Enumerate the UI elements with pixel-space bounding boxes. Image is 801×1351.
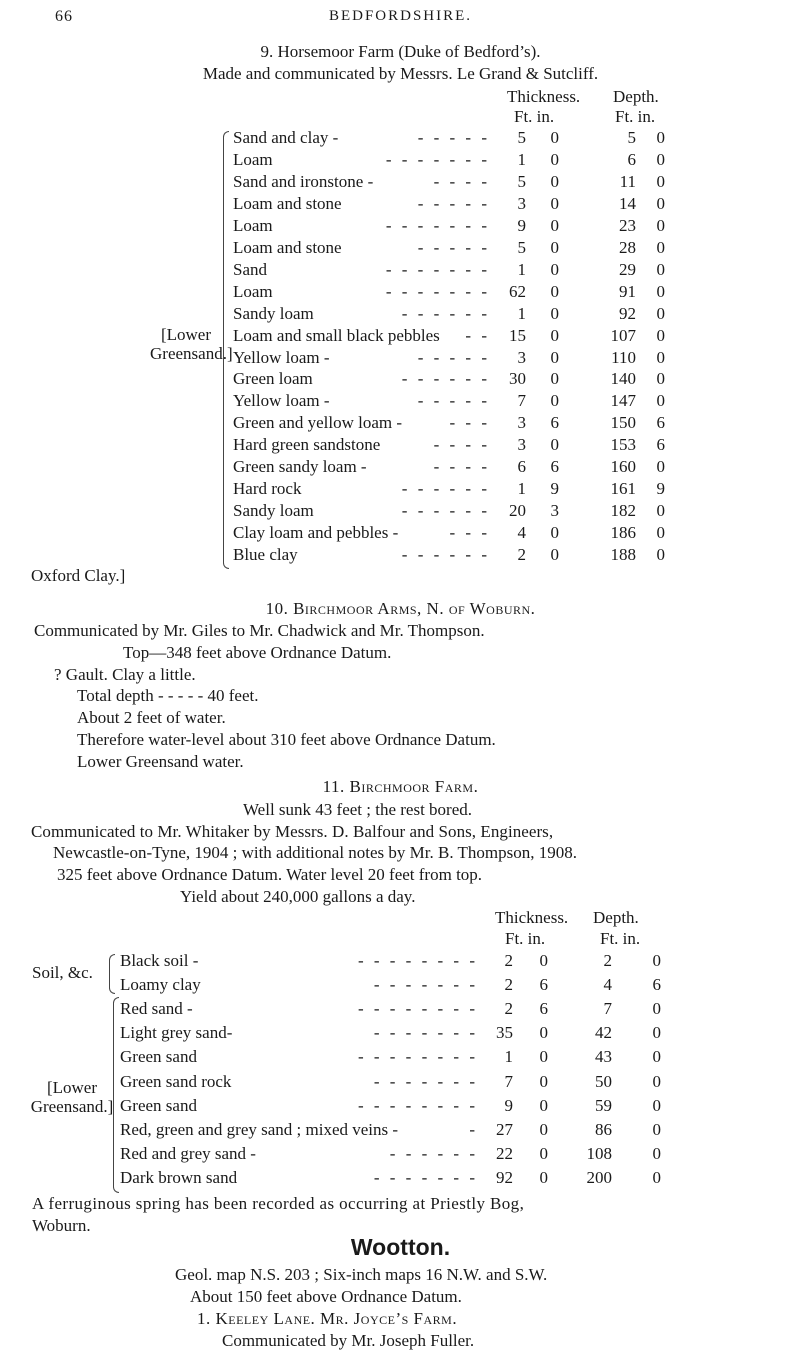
stratum-label: Sand and ironstone - — [233, 171, 374, 191]
leader-dots: - - - - - - - — [373, 1167, 478, 1187]
depth-in: 0 — [652, 1023, 661, 1043]
s11-row — [0, 1047, 801, 1067]
s10-line-4: Total depth - - - - - 40 feet. — [77, 686, 259, 705]
thickness-in: 0 — [539, 1167, 548, 1187]
depth-ft: 14 — [619, 193, 636, 213]
stratum-label: Red, green and grey sand ; mixed veins - — [120, 1119, 399, 1139]
thickness-in: 0 — [539, 951, 548, 970]
leader-dots: - - - - - — [417, 128, 490, 147]
depth-in: 0 — [652, 999, 661, 1019]
thickness-in: 0 — [550, 215, 559, 235]
thickness-ft: 27 — [496, 1119, 513, 1139]
leader-dots: - - - - — [433, 457, 490, 477]
leader-dots: - - - - - - — [401, 303, 490, 323]
depth-in: 0 — [652, 1071, 661, 1091]
thickness-ft: 2 — [504, 975, 513, 995]
thickness-ft: 62 — [509, 281, 526, 301]
depth-ft: 42 — [595, 1023, 612, 1043]
s11-note-line-2: Woburn. — [32, 1216, 91, 1235]
leader-dots: - - - - - - — [401, 545, 490, 565]
leader-dots: - - - - — [433, 171, 490, 191]
s11-row — [0, 1120, 801, 1140]
s9-thickness-units: Ft. in. — [514, 107, 555, 126]
leader-dots: - - - - - — [417, 237, 490, 257]
stratum-label: Dark brown sand — [120, 1167, 238, 1187]
thickness-ft: 30 — [509, 369, 526, 389]
s9-row — [0, 457, 801, 477]
depth-ft: 4 — [603, 975, 612, 995]
depth-in: 0 — [652, 1047, 661, 1067]
stratum-label: Light grey sand- — [120, 1023, 233, 1043]
s11-depth-header: Depth. — [593, 908, 639, 927]
thickness-ft: 2 — [504, 951, 513, 970]
leader-dots: - - - - - - — [389, 1143, 478, 1163]
s9-row — [0, 282, 801, 302]
depth-ft: 28 — [619, 237, 636, 257]
s9-row — [0, 348, 801, 368]
depth-in: 0 — [652, 1095, 661, 1115]
leader-dots: - - — [465, 325, 490, 345]
thickness-ft: 1 — [517, 149, 526, 169]
s9-row — [0, 413, 801, 433]
s11-thickness-header: Thickness. — [495, 908, 569, 927]
s11-intro-3: Newcastle-on-Tyne, 1904 ; with additional notes by Mr. B. Thompson, 1908. — [53, 843, 578, 862]
s11-row — [0, 975, 801, 995]
s11-row — [0, 951, 801, 971]
thickness-ft: 4 — [517, 523, 526, 543]
stratum-label: Loam — [233, 281, 273, 301]
depth-ft: 188 — [610, 545, 636, 565]
s9-row — [0, 523, 801, 543]
s11-depth-units: Ft. in. — [600, 929, 641, 948]
s11-row — [0, 1072, 801, 1092]
depth-in: 0 — [656, 171, 665, 191]
s11-intro-5: Yield about 240,000 gallons a day. — [180, 887, 416, 906]
s9-row — [0, 260, 801, 280]
s9-group-lower-greensand: [Lower Greensand.] — [150, 325, 233, 363]
stratum-label: Hard green sandstone — [233, 435, 381, 455]
depth-ft: 91 — [619, 281, 636, 301]
leader-dots: - - - - - - - — [373, 975, 478, 995]
s9-row — [0, 216, 801, 236]
s9-row — [0, 326, 801, 346]
depth-in: 0 — [656, 259, 665, 279]
depth-in: 0 — [656, 347, 665, 367]
stratum-label: Sand and clay - — [233, 128, 339, 147]
depth-in: 0 — [656, 523, 665, 543]
page-number: 66 — [55, 8, 73, 25]
thickness-in: 0 — [539, 1143, 548, 1163]
stratum-label: Loam and small black pebbles — [233, 325, 440, 345]
depth-in: 0 — [656, 128, 665, 147]
depth-ft: 161 — [610, 479, 636, 499]
thickness-in: 0 — [550, 281, 559, 301]
s9-depth-header: Depth. — [613, 87, 659, 106]
wootton-s1-title: 1. Keeley Lane. Mr. Joyce’s Farm. — [197, 1309, 458, 1328]
s10-line-3: ? Gault. Clay a little. — [54, 665, 196, 684]
stratum-label: Yellow loam - — [233, 391, 330, 411]
s9-row — [0, 194, 801, 214]
depth-ft: 200 — [586, 1167, 612, 1187]
depth-ft: 110 — [611, 347, 636, 367]
stratum-label: Green sandy loam - — [233, 457, 367, 477]
s10-line-1: Communicated by Mr. Giles to Mr. Chadwick and Mr. Thompson. — [34, 621, 485, 640]
s11-row — [0, 1144, 801, 1164]
depth-in: 6 — [656, 413, 665, 433]
thickness-in: 0 — [550, 435, 559, 455]
s9-row — [0, 545, 801, 565]
leader-dots: - - - - - — [417, 347, 490, 367]
thickness-in: 0 — [550, 128, 559, 147]
depth-in: 0 — [656, 215, 665, 235]
thickness-ft: 7 — [504, 1071, 513, 1091]
wootton-line-2: About 150 feet above Ordnance Datum. — [190, 1287, 462, 1306]
leader-dots: - - - - - - - - — [357, 951, 478, 970]
depth-ft: 43 — [595, 1047, 612, 1067]
thickness-in: 0 — [550, 369, 559, 389]
section-9-title: 9. Horsemoor Farm (Duke of Bedford’s). — [260, 42, 541, 61]
s10-line-7: Lower Greensand water. — [77, 752, 244, 771]
thickness-ft: 1 — [504, 1047, 513, 1067]
s10-line-6: Therefore water-level about 310 feet above Ordnance Datum. — [77, 730, 496, 749]
stratum-label: Loam and stone — [233, 193, 342, 213]
leader-dots: - - - - - — [417, 193, 490, 213]
depth-ft: 29 — [619, 259, 636, 279]
s9-row — [0, 435, 801, 455]
s11-row — [0, 1168, 801, 1188]
s9-row — [0, 150, 801, 170]
s10-line-5: About 2 feet of water. — [77, 708, 226, 727]
stratum-label: Sandy loam — [233, 501, 314, 521]
thickness-ft: 2 — [517, 545, 526, 565]
leader-dots: - - - - - - - — [385, 149, 490, 169]
thickness-ft: 9 — [504, 1095, 513, 1115]
leader-dots: - - - - — [433, 435, 490, 455]
depth-ft: 2 — [603, 951, 612, 970]
s11-row — [0, 1096, 801, 1116]
stratum-label: Green sand rock — [120, 1071, 232, 1091]
s10-line-2: Top—348 feet above Ordnance Datum. — [123, 643, 392, 662]
depth-ft: 50 — [595, 1071, 612, 1091]
thickness-ft: 20 — [509, 501, 526, 521]
depth-in: 0 — [656, 193, 665, 213]
thickness-ft: 5 — [517, 171, 526, 191]
depth-ft: 86 — [595, 1119, 612, 1139]
thickness-ft: 92 — [496, 1167, 513, 1187]
stratum-label: Red sand - — [120, 999, 193, 1019]
s9-row — [0, 304, 801, 324]
s9-depth-units: Ft. in. — [615, 107, 656, 126]
thickness-in: 6 — [550, 457, 559, 477]
thickness-in: 6 — [550, 413, 559, 433]
section-9-subtitle: Made and communicated by Messrs. Le Grand & Sutcliff. — [202, 64, 599, 83]
leader-dots: - - - - - - - — [373, 1071, 478, 1091]
depth-ft: 147 — [610, 391, 636, 411]
s11-soil-brace — [109, 954, 115, 994]
s11-note-line-1: A ferruginous spring has been recorded as occurring at Priestly Bog, — [32, 1194, 525, 1213]
depth-ft: 140 — [610, 369, 636, 389]
leader-dots: - - - - - - - — [373, 1023, 478, 1043]
depth-ft: 7 — [603, 999, 612, 1019]
s9-thickness-header: Thickness. — [507, 87, 581, 106]
stratum-label: Loam and stone — [233, 237, 342, 257]
depth-in: 0 — [652, 1119, 661, 1139]
stratum-label: Loam — [233, 215, 273, 235]
thickness-in: 0 — [539, 1095, 548, 1115]
thickness-ft: 1 — [517, 303, 526, 323]
thickness-in: 0 — [550, 149, 559, 169]
leader-dots: - - - - - - — [401, 369, 490, 389]
depth-in: 0 — [656, 149, 665, 169]
stratum-label: Sand — [233, 259, 267, 279]
thickness-in: 0 — [550, 325, 559, 345]
thickness-in: 0 — [550, 171, 559, 191]
stratum-label: Blue clay — [233, 545, 298, 565]
thickness-ft: 3 — [517, 347, 526, 367]
leader-dots: - - - — [449, 523, 490, 543]
s11-intro-1: Well sunk 43 feet ; the rest bored. — [243, 800, 473, 819]
stratum-label: Green sand — [120, 1047, 197, 1067]
stratum-label: Green and yellow loam - — [233, 413, 402, 433]
s9-row — [0, 501, 801, 521]
stratum-label: Loamy clay — [120, 975, 201, 995]
depth-in: 6 — [652, 975, 661, 995]
leader-dots: - - - - - - — [401, 501, 490, 521]
depth-ft: 153 — [610, 435, 636, 455]
depth-ft: 59 — [595, 1095, 612, 1115]
depth-in: 0 — [656, 237, 665, 257]
thickness-ft: 5 — [517, 237, 526, 257]
depth-in: 0 — [652, 951, 661, 970]
section-11-title: 11. Birchmoor Farm. — [322, 777, 479, 796]
stratum-label: Loam — [233, 149, 273, 169]
s11-group-lower-greensand: [Lower Greensand.] — [30, 1078, 114, 1116]
depth-in: 0 — [656, 545, 665, 565]
thickness-ft: 3 — [517, 413, 526, 433]
stratum-label: Clay loam and pebbles - — [233, 523, 399, 543]
s11-row — [0, 999, 801, 1019]
thickness-in: 0 — [539, 1071, 548, 1091]
s11-row — [0, 1023, 801, 1043]
depth-ft: 5 — [627, 128, 636, 147]
thickness-in: 0 — [539, 1023, 548, 1043]
thickness-ft: 22 — [496, 1143, 513, 1163]
stratum-label: Green loam — [233, 369, 313, 389]
leader-dots: - - - - - - - - — [357, 999, 478, 1019]
s9-row — [0, 238, 801, 258]
s11-thickness-units: Ft. in. — [505, 929, 546, 948]
depth-in: 0 — [656, 281, 665, 301]
depth-in: 9 — [656, 479, 665, 499]
depth-ft: 150 — [610, 413, 636, 433]
thickness-in: 0 — [550, 259, 559, 279]
thickness-in: 0 — [539, 1119, 548, 1139]
depth-ft: 182 — [610, 501, 636, 521]
s9-row — [0, 479, 801, 499]
stratum-label: Sandy loam — [233, 303, 314, 323]
thickness-in: 0 — [550, 303, 559, 323]
depth-in: 0 — [652, 1167, 661, 1187]
depth-ft: 107 — [610, 325, 636, 345]
depth-in: 0 — [656, 501, 665, 521]
stratum-label: Yellow loam - — [233, 347, 330, 367]
leader-dots: - - - - - - - — [385, 215, 490, 235]
thickness-ft: 7 — [517, 391, 526, 411]
thickness-ft: 3 — [517, 435, 526, 455]
depth-ft: 92 — [619, 303, 636, 323]
s9-group-oxford-clay: Oxford Clay.] — [31, 566, 126, 585]
leader-dots: - - - - - — [417, 391, 490, 411]
s9-row — [0, 391, 801, 411]
thickness-ft: 1 — [517, 479, 526, 499]
thickness-in: 0 — [550, 193, 559, 213]
thickness-ft: 35 — [496, 1023, 513, 1043]
s9-row — [0, 369, 801, 389]
stratum-label: Black soil - — [120, 951, 199, 970]
leader-dots: - - - - - - - - — [357, 1047, 478, 1067]
depth-ft: 11 — [619, 171, 636, 191]
wootton-line-1: Geol. map N.S. 203 ; Six-inch maps 16 N.W. and S.W. — [175, 1265, 548, 1284]
section-10-title: 10. Birchmoor Arms, N. of Woburn. — [265, 599, 536, 618]
thickness-ft: 6 — [517, 457, 526, 477]
stratum-label: Hard rock — [233, 479, 302, 499]
depth-in: 0 — [656, 325, 665, 345]
leader-dots: - - - - - - - — [385, 259, 490, 279]
s9-row — [0, 172, 801, 192]
depth-in: 6 — [656, 435, 665, 455]
thickness-ft: 1 — [517, 259, 526, 279]
depth-ft: 6 — [627, 149, 636, 169]
wootton-heading: Wootton. — [350, 1234, 451, 1260]
depth-ft: 160 — [610, 457, 636, 477]
depth-in: 0 — [652, 1143, 661, 1163]
thickness-in: 6 — [539, 975, 548, 995]
s11-intro-4: 325 feet above Ordnance Datum. Water level 20 feet from top. — [57, 865, 483, 884]
thickness-ft: 5 — [517, 128, 526, 147]
thickness-in: 0 — [550, 545, 559, 565]
stratum-label: Red and grey sand - — [120, 1143, 256, 1163]
thickness-ft: 3 — [517, 193, 526, 213]
wootton-s1-line-1: Communicated by Mr. Joseph Fuller. — [222, 1331, 475, 1350]
thickness-in: 0 — [550, 237, 559, 257]
stratum-label: Green sand — [120, 1095, 197, 1115]
thickness-in: 0 — [550, 523, 559, 543]
running-title: BEDFORDSHIRE. — [328, 8, 473, 24]
leader-dots: - - - - - - - — [385, 281, 490, 301]
leader-dots: - - - - - - - - — [357, 1095, 478, 1115]
depth-in: 0 — [656, 303, 665, 323]
leader-dots: - - - - - - — [401, 479, 490, 499]
leader-dots: - - - — [449, 413, 490, 433]
s9-row — [0, 128, 801, 148]
thickness-in: 0 — [539, 1047, 548, 1067]
s11-intro-2: Communicated to Mr. Whitaker by Messrs. D. Balfour and Sons, Engineers, — [31, 822, 554, 841]
depth-ft: 186 — [610, 523, 636, 543]
depth-ft: 23 — [619, 215, 636, 235]
thickness-in: 6 — [539, 999, 548, 1019]
depth-ft: 108 — [586, 1143, 612, 1163]
leader-dots: - — [469, 1119, 478, 1139]
depth-in: 0 — [656, 369, 665, 389]
depth-in: 0 — [656, 457, 665, 477]
depth-in: 0 — [656, 391, 665, 411]
thickness-in: 0 — [550, 391, 559, 411]
thickness-in: 9 — [550, 479, 559, 499]
thickness-ft: 9 — [517, 215, 526, 235]
thickness-in: 0 — [550, 347, 559, 367]
thickness-ft: 2 — [504, 999, 513, 1019]
thickness-in: 3 — [550, 501, 559, 521]
s11-group-soil: Soil, &c. — [32, 963, 93, 982]
thickness-ft: 15 — [509, 325, 526, 345]
